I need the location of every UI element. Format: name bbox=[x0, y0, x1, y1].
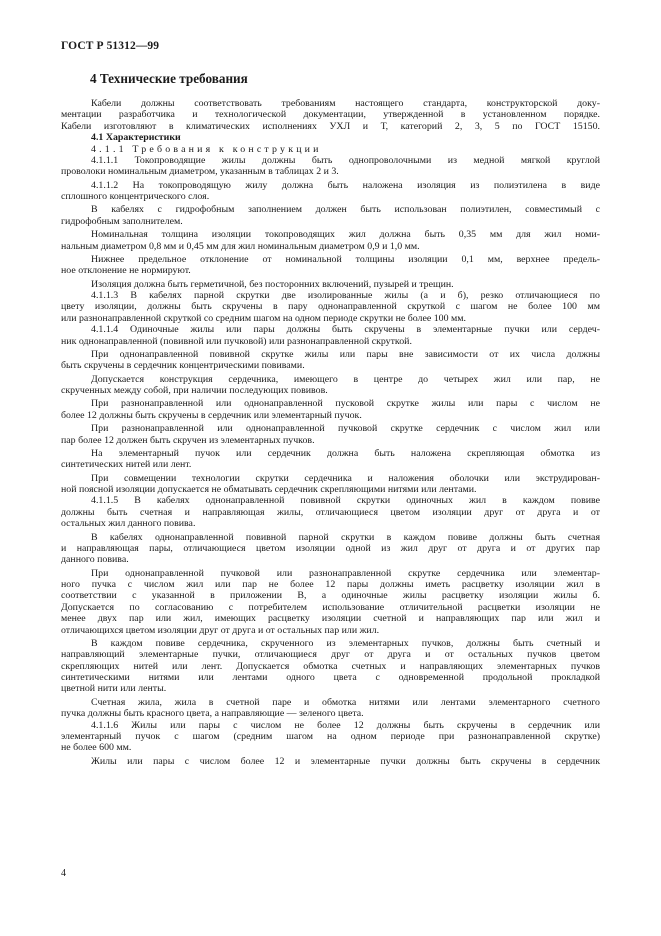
text-line: В кабелях однонаправленной повивной парной скрутки в каждом повиве должны быть счетная bbox=[91, 531, 600, 543]
text-line: 4.1.1.5 В кабелях однонаправленной повивной скрутки одиночных жил в каждом повиве bbox=[91, 495, 600, 507]
text-line: отличающихся цветом изоляции друг от друга и от остальных пар или жил. bbox=[61, 624, 380, 636]
text-line: ной поясной изоляции допускается не обматывать сердечник скрепляющими нитями или лентами. bbox=[61, 484, 477, 495]
text-line: или разнонаправленной скруткой со средним шагом на одном периоде скрутки не более 100 мм. bbox=[61, 312, 466, 324]
text-line: проволоки номинальным диаметром, указанным в таблицах 2 и 3. bbox=[61, 166, 339, 178]
text-line: На элементарный пучок или сердечник должна быть наложена скрепляющая обмотка из bbox=[91, 447, 600, 459]
body-text bbox=[61, 98, 600, 767]
text-line: При разнонаправленной или однонаправленной пусковой скрутке жилы или пары с числом не bbox=[91, 398, 600, 410]
text-line: В кабелях с гидрофобным заполнением должен быть использован полиэтилен, совместимый с bbox=[91, 204, 600, 216]
text-line: остальных жил данного повива. bbox=[61, 518, 196, 530]
text-line: синтетическими нитями или лентами одного цвета с одновременной продольной прокладкой bbox=[61, 672, 600, 683]
text-line: ного пучка с числом жил или пар не более 12 пары должны иметь расцветку изоляции жил в bbox=[61, 579, 600, 590]
text-line: ное отклонение не нормируют. bbox=[61, 265, 191, 277]
text-line: Номинальная толщина изоляции токопроводящих жил должна быть 0,35 мм для жил номи- bbox=[91, 229, 600, 241]
text-line: 4.1.1.2 На токопроводящую жилу должна быть наложена изоляция из полиэтилена в виде bbox=[91, 179, 600, 191]
text-line: 4.1.1.4 Одиночные жилы или пары должны быть скручены в элементарные пучки или сердеч- bbox=[91, 324, 600, 336]
text-line: пар более 12 должен быть скручен из элементарных пучков. bbox=[61, 434, 315, 446]
text-line: Счетная жила, жила в счетной паре и обмотка нитями или лентами элементарного счетного bbox=[91, 696, 600, 708]
text-line: Допускается по согласованию с потребителем использование отличительной расцветки изоляции не bbox=[61, 601, 600, 613]
standard-code: ГОСТ Р 51312—99 bbox=[61, 40, 160, 52]
text-line: 4.1.1.1 Токопроводящие жилы должны быть однопроволочными из медной мягкой круглой bbox=[91, 154, 600, 166]
text-line: и направляющая пары, отличающиеся цветом изоляции одной из жил друг от друга и от других пар bbox=[61, 542, 600, 554]
section-title: 4 Технические требования bbox=[90, 71, 248, 86]
text-line: При однонаправленной пучковой или разнонаправленной скрутке сердечника или элементар- bbox=[91, 567, 600, 579]
text-line: При разнонаправленной или однонаправленной пучковой скрутке сердечник с числом жил или bbox=[91, 423, 600, 435]
text-line: направляющий элементарные пучки, отличающиеся друг от друга и от остальных пучков цветом bbox=[61, 649, 600, 661]
text-line: При совмещении технологии скрутки сердечника и наложения оболочки или экструдирован- bbox=[91, 472, 600, 484]
text-line: 4.1.1 Требования к конструкции bbox=[91, 143, 322, 155]
text-line: гидрофобным заполнителем. bbox=[61, 215, 183, 227]
text-line: синтетических нитей или лент. bbox=[61, 459, 192, 471]
text-line: должны быть счетная и направляющая жилы, отличающиеся цветом изоляции друг от друга и от bbox=[61, 506, 600, 518]
page-number: 4 bbox=[61, 868, 66, 879]
text-line: ник однонаправленной (повивной или пучковой) или разнонаправленной скруткой. bbox=[61, 335, 412, 347]
text-line: данного повива. bbox=[61, 554, 129, 566]
text-line: Допускается конструкция сердечника, имеющего в центре до четырех жил или пар, не bbox=[91, 373, 600, 385]
text-line: Нижнее предельное отклонение от номинальной толщины изоляции 0,1 мм, верхнее предель- bbox=[91, 253, 600, 265]
text-line: Жилы или пары с числом более 12 и элементарные пучки должны быть скручены в сердечник bbox=[91, 755, 600, 767]
text-line: скрученных между собой, при наличии последующих повивов. bbox=[61, 385, 328, 396]
text-line bbox=[61, 132, 600, 143]
text-line: пучка должны быть красного цвета, а направляющие — зеленого цвета. bbox=[61, 708, 364, 720]
text-line: менее двух пар или жил, имеющих расцветку изоляции счетной и направляющих пар или жил и bbox=[61, 613, 600, 625]
text-line: нальным диаметром 0,8 мм и 0,45 мм для жил номинальным диаметром 0,9 и 1,0 мм. bbox=[61, 240, 420, 252]
text-line: цвету изоляции, должны быть скручены в пару однонаправленной скруткой с шагом не более 100 мм bbox=[61, 301, 600, 313]
text-line: элементарный пучок с шагом (средним шагом на одном периоде при разнонаправленной скрутке) bbox=[61, 730, 600, 742]
text-line: соответствии с указанной в приложении В, а одиночные жилы расцветку изоляции жилы б. bbox=[61, 590, 600, 602]
text-line: быть скручены в сердечник концентрическими повивами. bbox=[61, 360, 305, 372]
text-line-bold: 4.1 Характеристики bbox=[91, 132, 181, 144]
text-line: Кабели изготовляют в климатических исполнениях УХЛ и Т, категорий 2, 3, 5 по ГОСТ 15150. bbox=[61, 120, 600, 132]
text-line: скрепляющих нитей или лент. Допускается обмотка счетных и направляющих элементарных пучков bbox=[61, 660, 600, 672]
text-line: Изоляция должна быть герметичной, без посторонних включений, пузырей и трещин. bbox=[91, 278, 454, 290]
text-line: цветной нити или ленты. bbox=[61, 683, 167, 695]
text-line: 4.1.1.6 Жилы или пары с числом не более 12 должны быть скручены в сердечник или bbox=[91, 719, 600, 731]
text-line: 4.1.1.3 В кабелях парной скрутки две изолированные жилы (а и б), резко отличающиеся по bbox=[91, 290, 600, 301]
text-line: ментации разработчика и технологической документации, утвержденной в установленном порядке. bbox=[61, 109, 600, 121]
text-line: сплошного концентрического слоя. bbox=[61, 191, 210, 202]
text-line: Кабели должны соответствовать требованиям настоящего стандарта, конструкторской доку- bbox=[91, 98, 600, 109]
text-line: не более 600 мм. bbox=[61, 742, 132, 754]
text-line: более 12 должны быть скручены в сердечник или элементарный пучок. bbox=[61, 409, 362, 421]
text-line: При однонаправленной повивной скрутке жилы или пары вне зависимости от их числа должны bbox=[91, 348, 600, 360]
text-line: В каждом повиве сердечника, скрученного из элементарных пучков, должны быть счетный и bbox=[91, 637, 600, 649]
